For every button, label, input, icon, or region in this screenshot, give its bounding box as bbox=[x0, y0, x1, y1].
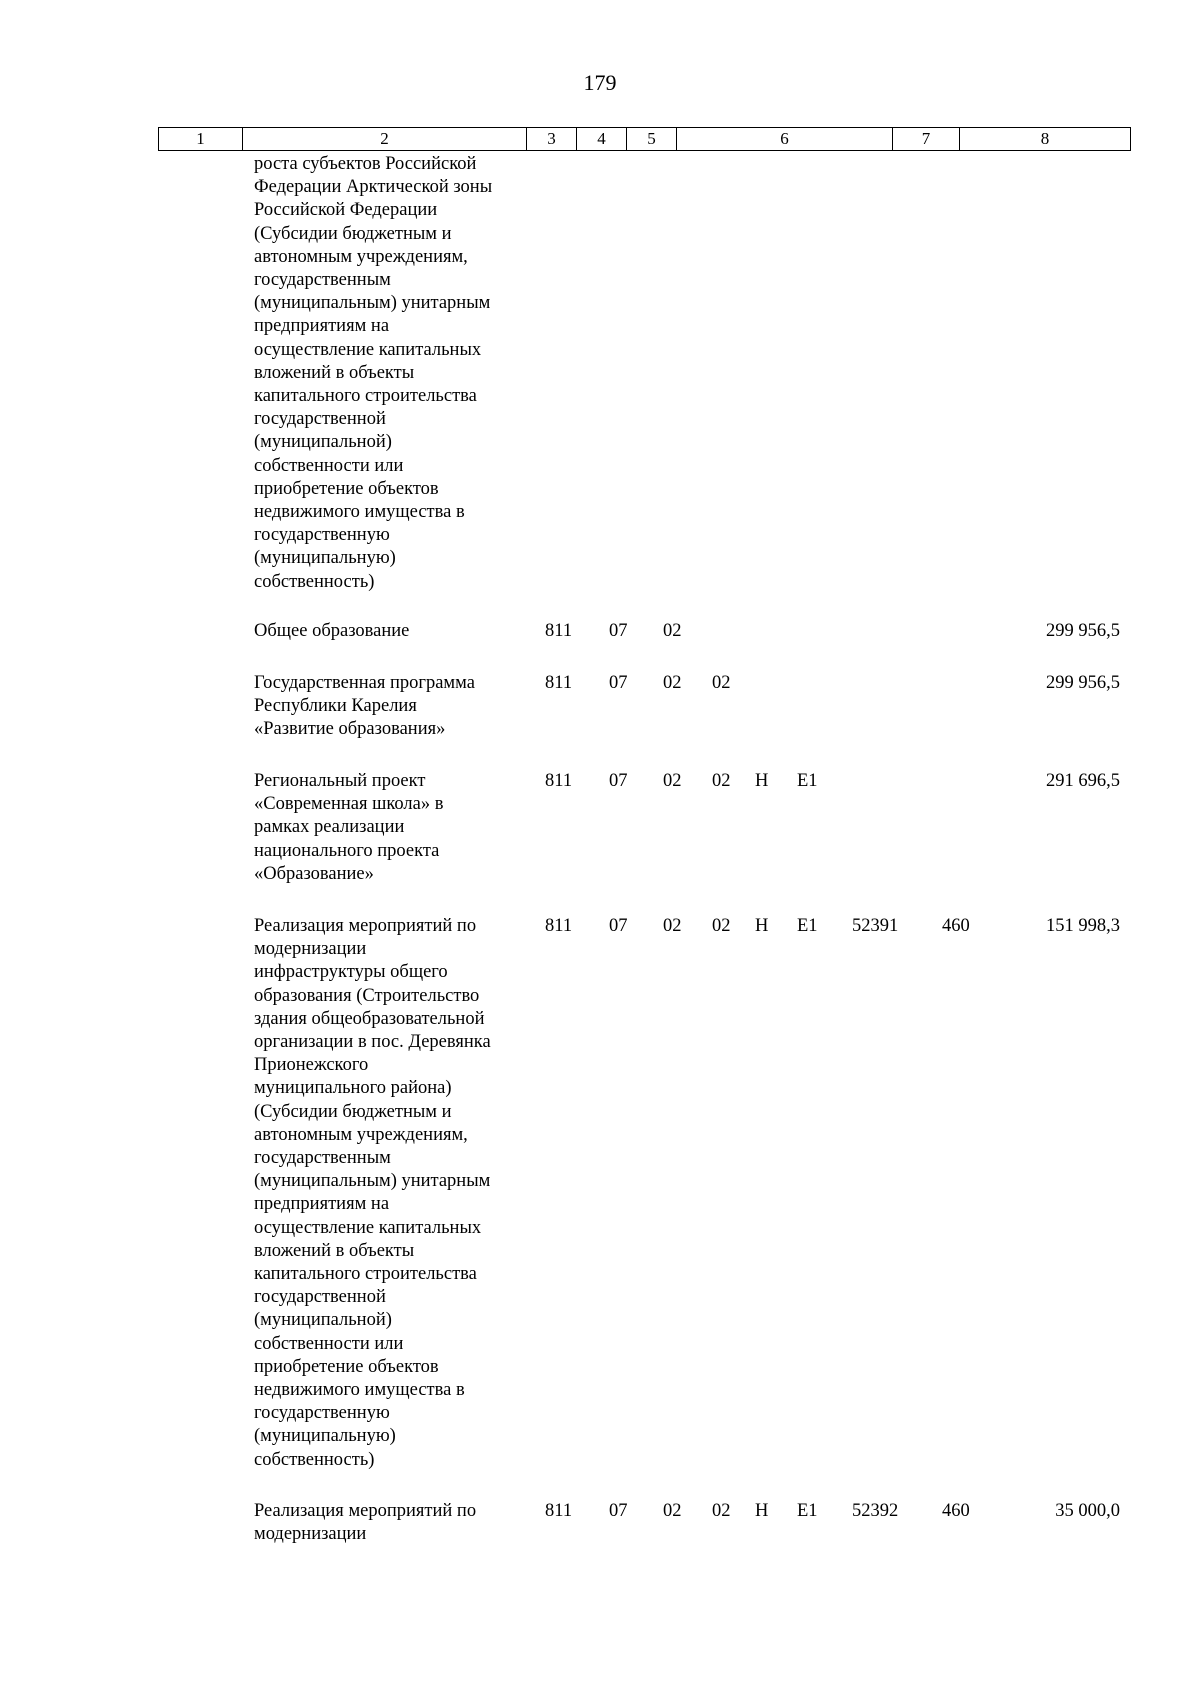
description-line: государственной bbox=[254, 1287, 386, 1308]
description-line: Федерации Арктической зоны bbox=[254, 177, 493, 198]
description-line: приобретение объектов bbox=[254, 478, 439, 499]
description-line: (муниципальным) унитарным bbox=[254, 293, 491, 314]
description-line: Республики Карелия bbox=[254, 696, 417, 717]
description-line: предприятиям на bbox=[254, 1194, 390, 1215]
subsection-code: 02 bbox=[663, 916, 682, 936]
description-line: «Современная школа» в bbox=[254, 794, 444, 815]
description-line: (муниципальную) bbox=[254, 1426, 396, 1447]
description-line: Реализация мероприятий по bbox=[254, 1501, 477, 1521]
description-line: инфраструктуры общего bbox=[254, 962, 448, 983]
description-line: осуществление капитальных bbox=[254, 1217, 482, 1238]
subsection-code: 02 bbox=[663, 771, 682, 791]
amount: 151 998,3 bbox=[1046, 916, 1120, 936]
description-line: недвижимого имущества в bbox=[254, 502, 465, 523]
description-line: «Развитие образования» bbox=[254, 719, 446, 740]
section-code: 07 bbox=[609, 771, 628, 791]
description-line: собственность) bbox=[254, 571, 375, 592]
page-number: 179 bbox=[583, 70, 617, 95]
subsection-code: 02 bbox=[663, 1501, 682, 1521]
header-col-8: 8 bbox=[960, 128, 1131, 151]
description-line: Российской Федерации bbox=[254, 200, 438, 221]
expense-type-code: 460 bbox=[942, 916, 970, 936]
program-code: 02 bbox=[712, 673, 731, 693]
subsection-code: 02 bbox=[663, 673, 682, 693]
description-line: предприятиям на bbox=[254, 316, 390, 337]
amount: 299 956,5 bbox=[1046, 621, 1120, 641]
description-line: Государственная программа bbox=[254, 673, 475, 693]
description-line: модернизации bbox=[254, 939, 367, 960]
description-line: модернизации bbox=[254, 1524, 367, 1545]
header-col-2: 2 bbox=[243, 128, 527, 151]
row-description bbox=[254, 620, 524, 643]
description-line: Реализация мероприятий по bbox=[254, 916, 477, 936]
description-line: рамках реализации bbox=[254, 817, 405, 838]
expense-type-code: 460 bbox=[942, 1501, 970, 1521]
description-line: государственную bbox=[254, 525, 390, 546]
program-code: 02 bbox=[712, 1501, 731, 1521]
description-line: «Образование» bbox=[254, 863, 374, 884]
project-code: Е1 bbox=[797, 1501, 818, 1521]
direction-code: 52392 bbox=[852, 1501, 899, 1521]
header-col-5: 5 bbox=[627, 128, 677, 151]
direction-code: 52391 bbox=[852, 916, 899, 936]
header-col-6: 6 bbox=[677, 128, 893, 151]
subprogram-code: Н bbox=[755, 771, 769, 791]
section-code: 07 bbox=[609, 673, 628, 693]
subprogram-code: Н bbox=[755, 1501, 769, 1521]
subsection-code: 02 bbox=[663, 621, 682, 641]
description-line: автономным учреждениям, bbox=[254, 1124, 468, 1145]
description-line: недвижимого имущества в bbox=[254, 1380, 465, 1401]
amount: 35 000,0 bbox=[1055, 1501, 1120, 1521]
description-line: Прионежского bbox=[254, 1055, 369, 1076]
section-code: 07 bbox=[609, 916, 628, 936]
row-description bbox=[254, 672, 524, 742]
amount: 299 956,5 bbox=[1046, 673, 1120, 693]
description-line: (муниципальной) bbox=[254, 432, 392, 453]
header-col-3: 3 bbox=[527, 128, 577, 151]
description-line: (Субсидии бюджетным и bbox=[254, 223, 452, 244]
row-description bbox=[254, 153, 524, 594]
table-header bbox=[158, 127, 1131, 151]
project-code: Е1 bbox=[797, 916, 818, 936]
header-col-4: 4 bbox=[577, 128, 627, 151]
description-line: роста субъектов Российской bbox=[254, 154, 477, 174]
section-code: 07 bbox=[609, 1501, 628, 1521]
row-description bbox=[254, 1500, 524, 1546]
header-col-1: 1 bbox=[159, 128, 243, 151]
description-line: Региональный проект bbox=[254, 771, 426, 791]
project-code: Е1 bbox=[797, 771, 818, 791]
program-code: 02 bbox=[712, 771, 731, 791]
amount: 291 696,5 bbox=[1046, 771, 1120, 791]
department-code: 811 bbox=[545, 771, 573, 791]
description-line: государственную bbox=[254, 1403, 390, 1424]
description-line: капитального строительства bbox=[254, 386, 477, 407]
department-code: 811 bbox=[545, 673, 573, 693]
department-code: 811 bbox=[545, 916, 573, 936]
description-line: автономным учреждениям, bbox=[254, 246, 468, 267]
description-line: государственным bbox=[254, 1148, 391, 1169]
program-code: 02 bbox=[712, 916, 731, 936]
description-line: муниципального района) bbox=[254, 1078, 452, 1099]
department-code: 811 bbox=[545, 1501, 573, 1521]
description-line: (муниципальную) bbox=[254, 548, 396, 569]
row-description bbox=[254, 915, 524, 1472]
description-line: приобретение объектов bbox=[254, 1356, 439, 1377]
description-line: (Субсидии бюджетным и bbox=[254, 1101, 452, 1122]
row-description bbox=[254, 770, 524, 886]
description-line: вложений в объекты bbox=[254, 362, 415, 383]
description-line: капитального строительства bbox=[254, 1264, 477, 1285]
description-line: организации в пос. Деревянка bbox=[254, 1032, 491, 1053]
description-line: вложений в объекты bbox=[254, 1240, 415, 1261]
description-line: собственность) bbox=[254, 1449, 375, 1470]
description-line: собственности или bbox=[254, 1333, 404, 1354]
description-line: осуществление капитальных bbox=[254, 339, 482, 360]
description-line: Общее образование bbox=[254, 621, 410, 641]
description-line: государственной bbox=[254, 409, 386, 430]
header-col-7: 7 bbox=[893, 128, 960, 151]
description-line: образования (Строительство bbox=[254, 985, 480, 1006]
description-line: (муниципальным) унитарным bbox=[254, 1171, 491, 1192]
section-code: 07 bbox=[609, 621, 628, 641]
description-line: государственным bbox=[254, 270, 391, 291]
description-line: здания общеобразовательной bbox=[254, 1008, 485, 1029]
description-line: собственности или bbox=[254, 455, 404, 476]
subprogram-code: Н bbox=[755, 916, 769, 936]
description-line: (муниципальной) bbox=[254, 1310, 392, 1331]
department-code: 811 bbox=[545, 621, 573, 641]
description-line: национального проекта bbox=[254, 840, 440, 861]
